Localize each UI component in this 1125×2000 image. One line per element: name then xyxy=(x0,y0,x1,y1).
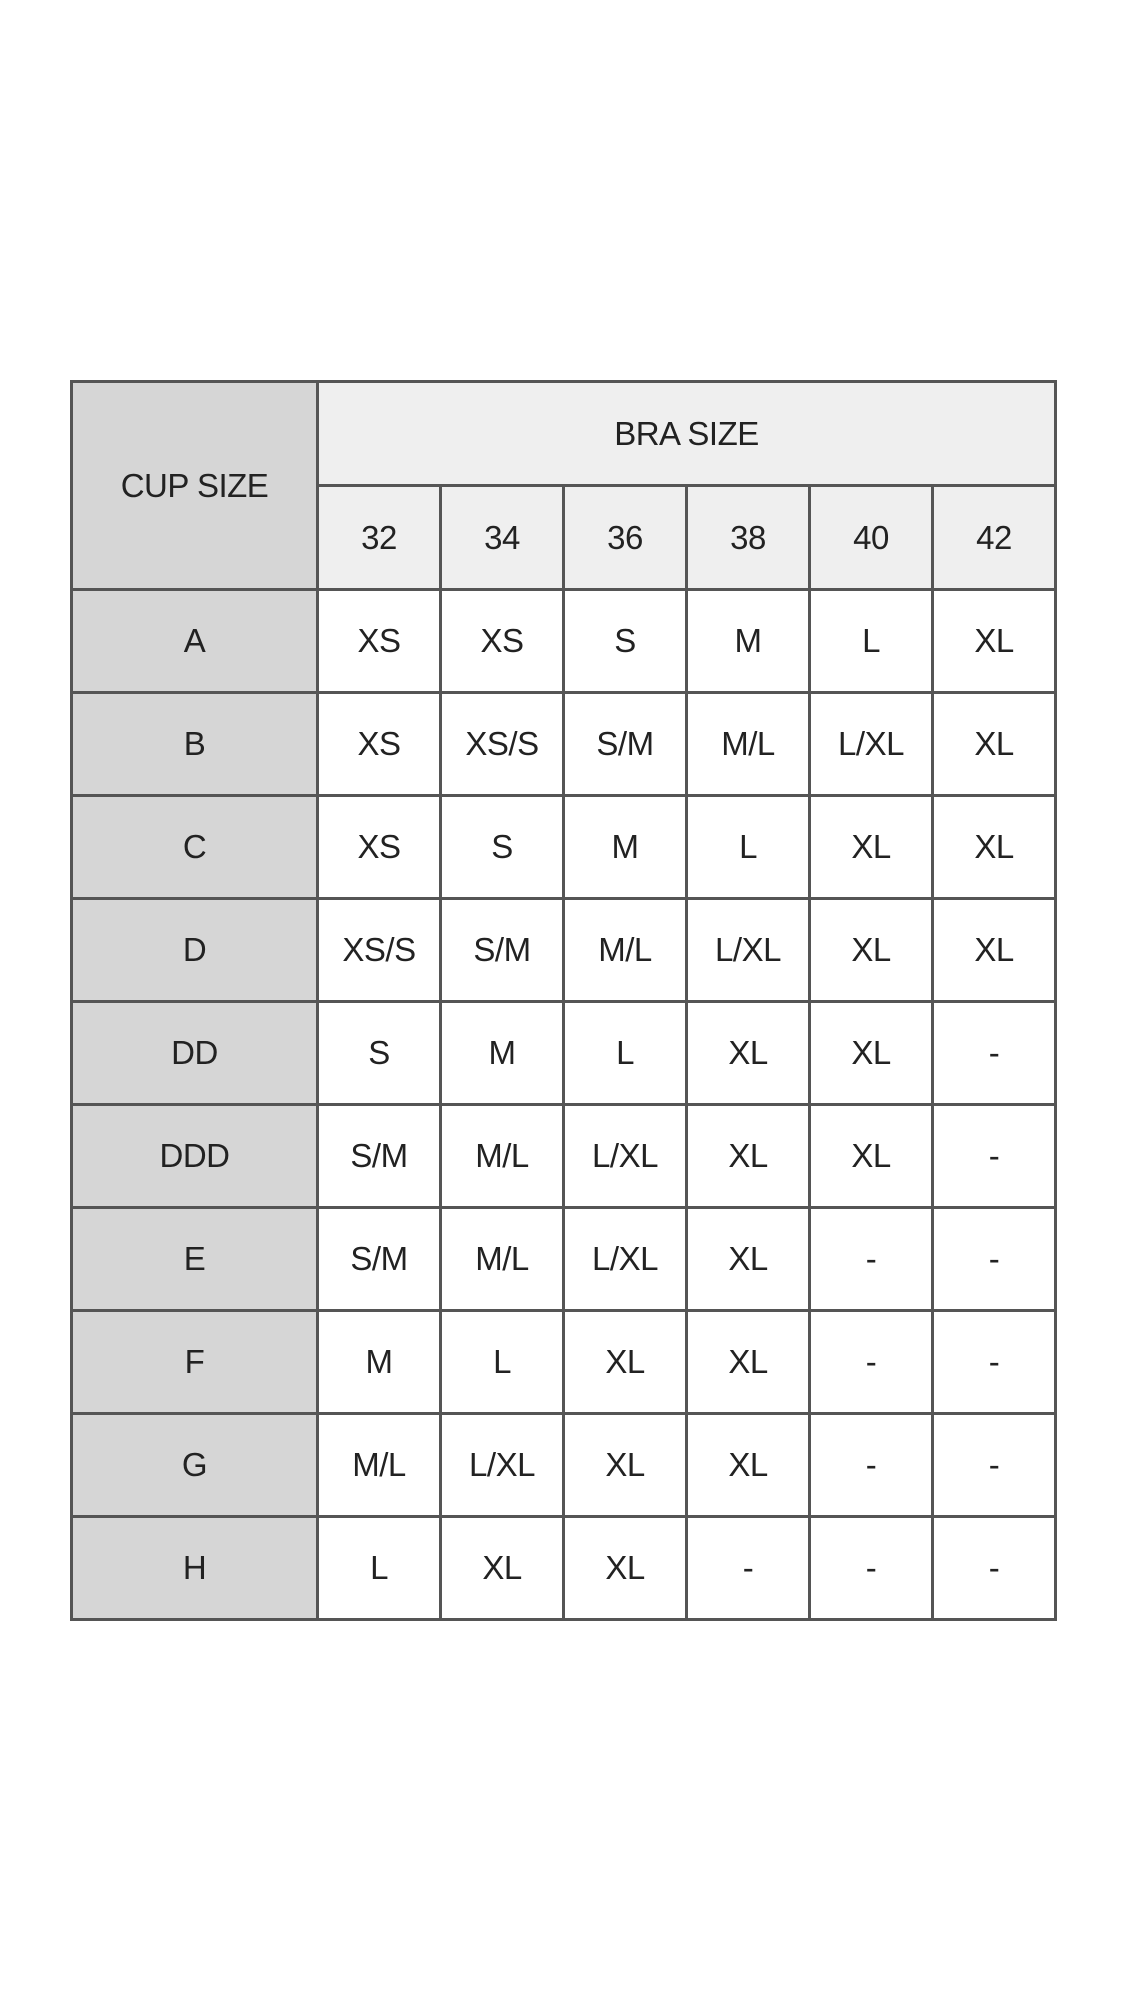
size-cell-a-42: XL xyxy=(933,590,1056,693)
table-row xyxy=(72,1311,1056,1414)
table-row xyxy=(72,1105,1056,1208)
size-cell-f-32: M xyxy=(318,1311,441,1414)
table-row xyxy=(72,1002,1056,1105)
size-cell-h-32: L xyxy=(318,1517,441,1620)
size-cell-h-34: XL xyxy=(441,1517,564,1620)
cup-size-ddd: DDD xyxy=(72,1105,318,1208)
cup-size-dd: DD xyxy=(72,1002,318,1105)
size-cell-a-32: XS xyxy=(318,590,441,693)
size-cell-a-40: L xyxy=(810,590,933,693)
size-cell-dd-34: M xyxy=(441,1002,564,1105)
size-cell-b-34: XS/S xyxy=(441,693,564,796)
size-cell-h-40: - xyxy=(810,1517,933,1620)
size-cell-g-36: XL xyxy=(564,1414,687,1517)
cup-size-c: C xyxy=(72,796,318,899)
bra-size-chart-table xyxy=(70,380,1057,1621)
size-cell-e-32: S/M xyxy=(318,1208,441,1311)
cup-size-b: B xyxy=(72,693,318,796)
size-cell-dd-32: S xyxy=(318,1002,441,1105)
cup-size-e: E xyxy=(72,1208,318,1311)
size-cell-dd-36: L xyxy=(564,1002,687,1105)
size-cell-dd-40: XL xyxy=(810,1002,933,1105)
bra-size-header: BRA SIZE xyxy=(318,382,1056,486)
size-cell-f-34: L xyxy=(441,1311,564,1414)
size-cell-g-32: M/L xyxy=(318,1414,441,1517)
size-cell-g-38: XL xyxy=(687,1414,810,1517)
table-row xyxy=(72,693,1056,796)
cup-size-h: H xyxy=(72,1517,318,1620)
size-cell-h-36: XL xyxy=(564,1517,687,1620)
band-size-36: 36 xyxy=(564,486,687,590)
size-cell-e-36: L/XL xyxy=(564,1208,687,1311)
size-cell-f-42: - xyxy=(933,1311,1056,1414)
size-cell-b-40: L/XL xyxy=(810,693,933,796)
band-size-38: 38 xyxy=(687,486,810,590)
size-cell-b-36: S/M xyxy=(564,693,687,796)
table-row xyxy=(72,590,1056,693)
band-size-32: 32 xyxy=(318,486,441,590)
size-cell-b-32: XS xyxy=(318,693,441,796)
size-cell-ddd-34: M/L xyxy=(441,1105,564,1208)
size-cell-f-38: XL xyxy=(687,1311,810,1414)
size-cell-g-42: - xyxy=(933,1414,1056,1517)
size-cell-d-34: S/M xyxy=(441,899,564,1002)
size-cell-g-34: L/XL xyxy=(441,1414,564,1517)
size-cell-dd-42: - xyxy=(933,1002,1056,1105)
table-body xyxy=(72,590,1056,1620)
size-cell-d-42: XL xyxy=(933,899,1056,1002)
table-row xyxy=(72,796,1056,899)
size-cell-g-40: - xyxy=(810,1414,933,1517)
cup-size-d: D xyxy=(72,899,318,1002)
size-cell-e-38: XL xyxy=(687,1208,810,1311)
size-cell-c-40: XL xyxy=(810,796,933,899)
cup-size-g: G xyxy=(72,1414,318,1517)
size-cell-ddd-36: L/XL xyxy=(564,1105,687,1208)
cup-size-f: F xyxy=(72,1311,318,1414)
size-cell-e-34: M/L xyxy=(441,1208,564,1311)
size-cell-ddd-32: S/M xyxy=(318,1105,441,1208)
size-cell-a-38: M xyxy=(687,590,810,693)
size-cell-d-38: L/XL xyxy=(687,899,810,1002)
size-cell-h-38: - xyxy=(687,1517,810,1620)
cup-size-header: CUP SIZE xyxy=(72,382,318,590)
size-cell-dd-38: XL xyxy=(687,1002,810,1105)
size-cell-c-42: XL xyxy=(933,796,1056,899)
size-cell-b-42: XL xyxy=(933,693,1056,796)
size-cell-a-36: S xyxy=(564,590,687,693)
header-row xyxy=(72,382,1056,486)
table-row xyxy=(72,899,1056,1002)
band-size-34: 34 xyxy=(441,486,564,590)
size-cell-ddd-40: XL xyxy=(810,1105,933,1208)
band-size-42: 42 xyxy=(933,486,1056,590)
size-cell-d-40: XL xyxy=(810,899,933,1002)
size-cell-a-34: XS xyxy=(441,590,564,693)
table-row xyxy=(72,1517,1056,1620)
size-cell-f-40: - xyxy=(810,1311,933,1414)
table-row xyxy=(72,1208,1056,1311)
cup-size-a: A xyxy=(72,590,318,693)
size-cell-d-36: M/L xyxy=(564,899,687,1002)
band-size-40: 40 xyxy=(810,486,933,590)
size-cell-e-42: - xyxy=(933,1208,1056,1311)
size-cell-f-36: XL xyxy=(564,1311,687,1414)
size-cell-c-34: S xyxy=(441,796,564,899)
size-cell-e-40: - xyxy=(810,1208,933,1311)
size-cell-h-42: - xyxy=(933,1517,1056,1620)
size-cell-c-36: M xyxy=(564,796,687,899)
size-cell-c-32: XS xyxy=(318,796,441,899)
size-cell-b-38: M/L xyxy=(687,693,810,796)
size-cell-c-38: L xyxy=(687,796,810,899)
size-cell-ddd-42: - xyxy=(933,1105,1056,1208)
size-cell-ddd-38: XL xyxy=(687,1105,810,1208)
table-row xyxy=(72,1414,1056,1517)
size-cell-d-32: XS/S xyxy=(318,899,441,1002)
